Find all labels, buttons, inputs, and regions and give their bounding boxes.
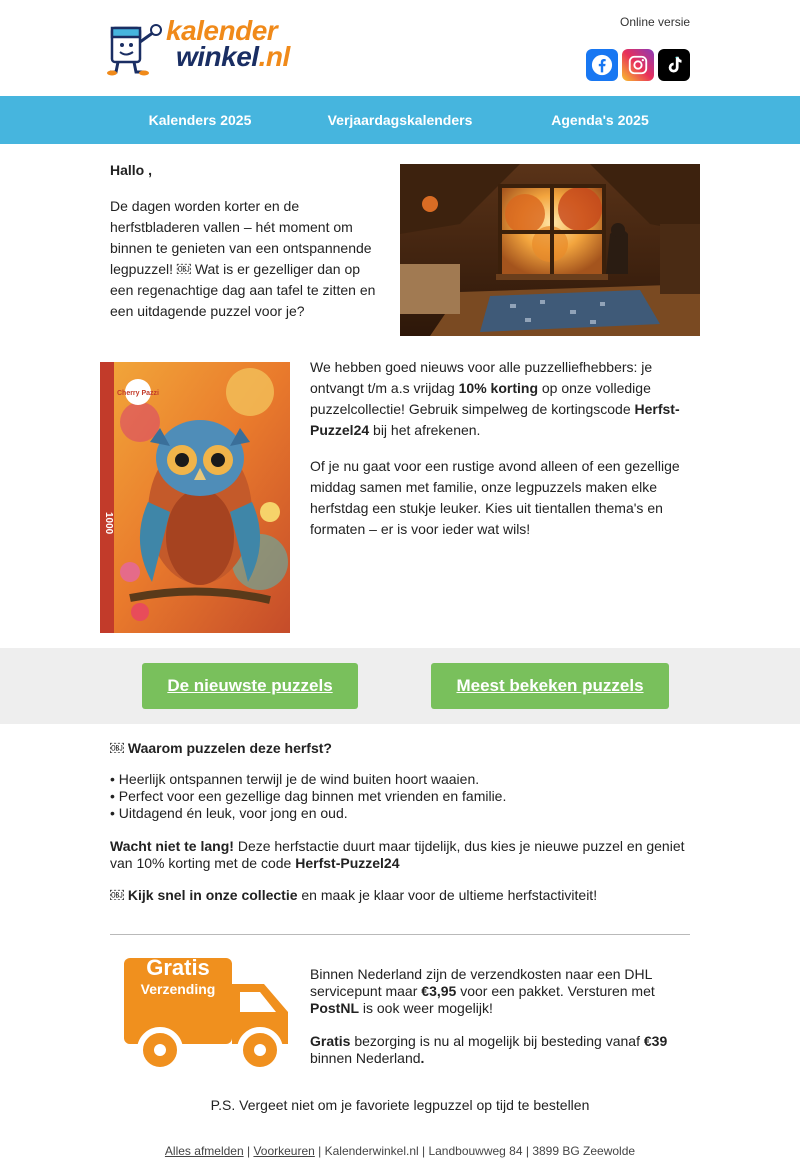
logo-text-tld: .nl: [258, 41, 290, 72]
promo-discount: 10% korting: [458, 380, 538, 396]
collection-link-text[interactable]: ￼ Kijk snel in onze collectie: [110, 887, 298, 903]
logo-wordmark: [166, 15, 290, 72]
instagram-icon[interactable]: [622, 49, 654, 81]
wait-paragraph: [110, 838, 700, 872]
free-delivery-amount: €39: [643, 1033, 668, 1049]
promo-code: Herfst-Puzzel24: [310, 401, 680, 438]
free-shipping-truck-icon: [118, 952, 294, 1074]
free-delivery-paragraph: [310, 1033, 690, 1067]
wait-text: Deze herfstactie duurt maar tijdelijk, dus kies je nieuwe puzzel en geniet van 10% korting met de code: [110, 838, 685, 871]
nav-item-birthday-calendars[interactable]: Verjaardagskalenders: [327, 112, 473, 128]
online-version-link[interactable]: Online versie: [620, 15, 691, 29]
family-paragraph: Of je nu gaat voor een rustige avond alleen of een gezellige middag samen met familie, onze legpuzzels maken elke herfstdag een stukje leuker. Kies uit tientallen thema's en formaten – er is voor ieder wat wils!: [310, 458, 680, 537]
collection-text: en maak je klaar voor de ultieme herfstactiviteit!: [297, 887, 598, 903]
promo-paragraph: [310, 357, 694, 441]
promo-text-b: op onze volledige puzzelcollectie! Gebruik simpelweg de kortingscode: [310, 380, 651, 417]
free-delivery-text-a: bezorging is nu al mogelijk bij besteding vanaf: [350, 1033, 644, 1049]
list-item: • Perfect voor een gezellige dag binnen met vrienden en familie.: [110, 788, 507, 804]
tiktok-icon[interactable]: [658, 49, 690, 81]
truck-text-verzending: Verzending: [140, 981, 216, 997]
shipping-text-b: voor een pakket. Versturen met: [456, 983, 655, 999]
facebook-icon[interactable]: [586, 49, 618, 81]
footer-address: | Kalenderwinkel.nl | Landbouwweg 84 | 3899 BG Zeewolde: [314, 1144, 636, 1158]
svg-text:1000: 1000: [103, 512, 114, 535]
promo-text-a: We hebben goed nieuws voor alle puzzelliefhebbers: je ontvangt t/m a.s vrijdag: [310, 359, 653, 396]
free-delivery-bold: Gratis: [310, 1033, 351, 1049]
main-nav: [0, 96, 800, 144]
calendar-mascot-icon: [106, 18, 166, 76]
free-delivery-text-b: binnen Nederland: [310, 1050, 421, 1066]
divider: [110, 934, 690, 935]
shipping-cost-paragraph: [310, 966, 690, 1017]
cta-band: [0, 648, 800, 724]
shipping-carrier: PostNL: [310, 1000, 359, 1016]
list-item: • Heerlijk ontspannen terwijl je de wind buiten hoort waaien.: [110, 771, 480, 787]
intro-paragraph: De dagen worden korter en de herfstbladeren vallen – hét moment om binnen te genieten van een ontspannende legpuzzel! ￼ Wat is er gezelliger dan op een regenachtige dag aan tafel te zitten en een uitdagende puzzel voor je?: [110, 198, 376, 319]
promo-text-c: bij het afrekenen.: [369, 422, 481, 438]
logo-text-bottom: [176, 41, 290, 72]
nav-item-calendars-2025[interactable]: Kalenders 2025: [148, 112, 252, 128]
logo-text-top: kalender: [166, 15, 278, 46]
why-list: [110, 771, 506, 822]
truck-text-gratis: Gratis: [146, 955, 210, 980]
shipping-text-c: is ook weer mogelijk!: [359, 1000, 493, 1016]
owl-puzzle-box-image[interactable]: [100, 362, 290, 633]
preferences-link[interactable]: Voorkeuren: [253, 1144, 315, 1158]
list-item: • Uitdagend én leuk, voor jong en oud.: [110, 805, 348, 821]
why-heading: ￼ Waarom puzzelen deze herfst?: [110, 740, 332, 756]
footer-separator: |: [243, 1144, 254, 1158]
wait-code: Herfst-Puzzel24: [295, 855, 400, 871]
newest-puzzles-button[interactable]: De nieuwste puzzels: [142, 663, 358, 709]
greeting: Hallo ,: [110, 162, 153, 178]
autumn-puzzle-image[interactable]: [400, 164, 700, 336]
most-viewed-puzzles-button[interactable]: Meest bekeken puzzels: [431, 663, 669, 709]
unsubscribe-link[interactable]: Alles afmelden: [164, 1144, 244, 1158]
logo-text-winkel: winkel: [176, 41, 259, 72]
shipping-text-a: Binnen Nederland zijn de verzendkosten naar een DHL servicepunt maar: [310, 966, 652, 999]
ps-note: P.S. Vergeet niet om je favoriete legpuzzel op tijd te bestellen: [210, 1097, 590, 1113]
footer: [0, 1144, 800, 1158]
wait-bold: Wacht niet te lang!: [110, 838, 234, 854]
nav-item-agendas-2025[interactable]: Agenda's 2025: [551, 112, 649, 128]
free-delivery-dot: .: [420, 1050, 425, 1066]
shipping-price: €3,95: [421, 983, 457, 999]
svg-text:Cherry Pazzi: Cherry Pazzi: [116, 390, 160, 397]
collection-paragraph: [110, 887, 597, 904]
